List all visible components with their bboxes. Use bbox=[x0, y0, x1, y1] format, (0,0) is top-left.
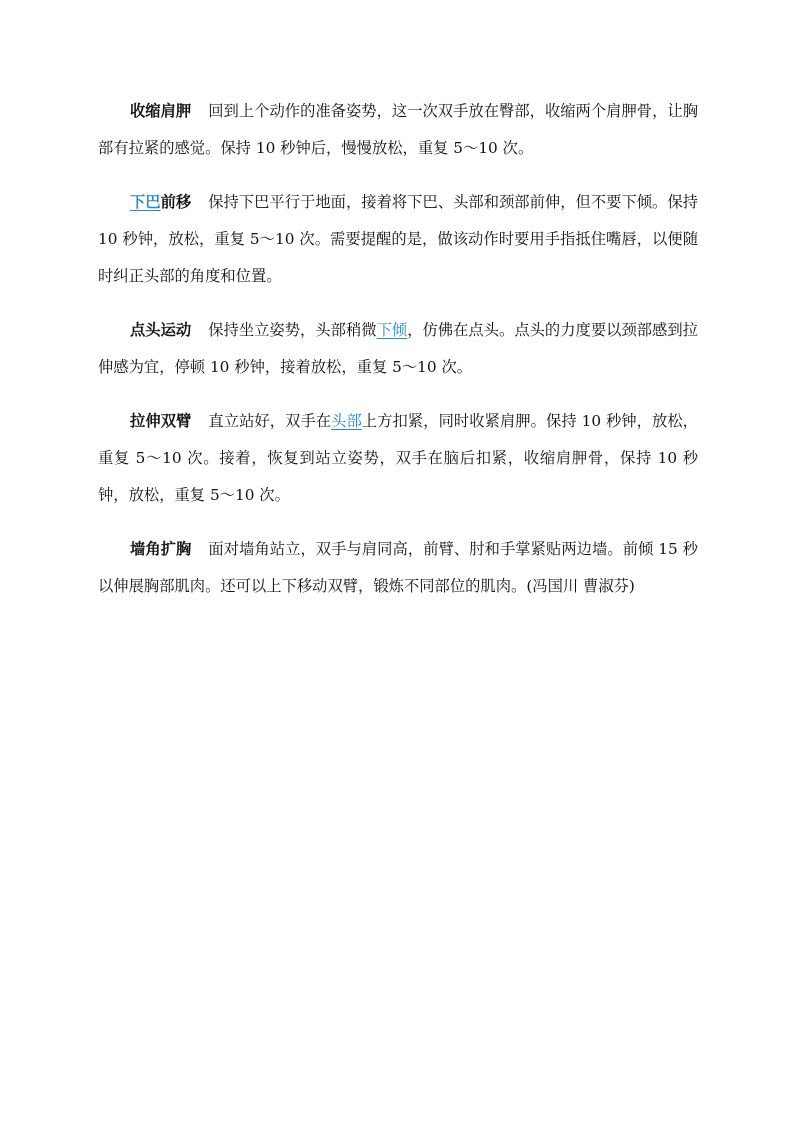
chin-link[interactable]: 下巴 bbox=[130, 193, 161, 211]
paragraph-corner-chest bbox=[98, 531, 698, 605]
paragraph-chin-forward bbox=[98, 184, 698, 295]
paragraph-text: ，仿佛在点头。点头的力度要以颈部感到拉伸感为宜，停顿 10 秒钟，接着放松，重复 5～10 次。 bbox=[98, 321, 698, 376]
paragraph-text: 直立站好，双手在 bbox=[208, 412, 332, 430]
paragraph-text: 保持坐立姿势，头部稍微 bbox=[208, 321, 377, 339]
paragraph-heading: 收缩肩胛 bbox=[130, 102, 192, 120]
head-link[interactable]: 头部 bbox=[331, 412, 362, 430]
paragraph-heading: 拉伸双臂 bbox=[130, 412, 192, 430]
paragraph-text: 上方扣紧，同时收紧肩胛。保持 10 秒钟，放松，重复 5～10 次。接着，恢复到站立姿势，双手在脑后扣紧，收缩肩胛骨，保持 10 秒钟，放松，重复 5～10 次。 bbox=[98, 412, 698, 504]
paragraph-text: 面对墙角站立，双手与肩同高，前臂、肘和手掌紧贴两边墙。前倾 15 秒以伸展胸部肌肉。还可以上下移动双臂，锻炼不同部位的肌肉。(冯国川 曹淑芬) bbox=[98, 540, 698, 595]
paragraph-text: 保持下巴平行于地面，接着将下巴、头部和颈部前伸，但不要下倾。保持 10 秒钟，放松，重复 5～10 次。需要提醒的是，做该动作时要用手指抵住嘴唇，以便随时纠正头部的角度和位置。 bbox=[98, 193, 698, 285]
paragraph-shoulder-retraction bbox=[98, 93, 698, 167]
paragraph-arm-stretch bbox=[98, 403, 698, 514]
tilt-down-link[interactable]: 下倾 bbox=[376, 321, 408, 339]
paragraph-heading: 点头运动 bbox=[130, 321, 192, 339]
paragraph-nodding bbox=[98, 312, 698, 386]
paragraph-heading: 墙角扩胸 bbox=[130, 540, 192, 558]
article-body bbox=[98, 93, 698, 622]
paragraph-heading: 前移 bbox=[160, 193, 192, 211]
paragraph-text: 回到上个动作的准备姿势，这一次双手放在臀部，收缩两个肩胛骨，让胸部有拉紧的感觉。保持 10 秒钟后，慢慢放松，重复 5～10 次。 bbox=[98, 102, 698, 157]
